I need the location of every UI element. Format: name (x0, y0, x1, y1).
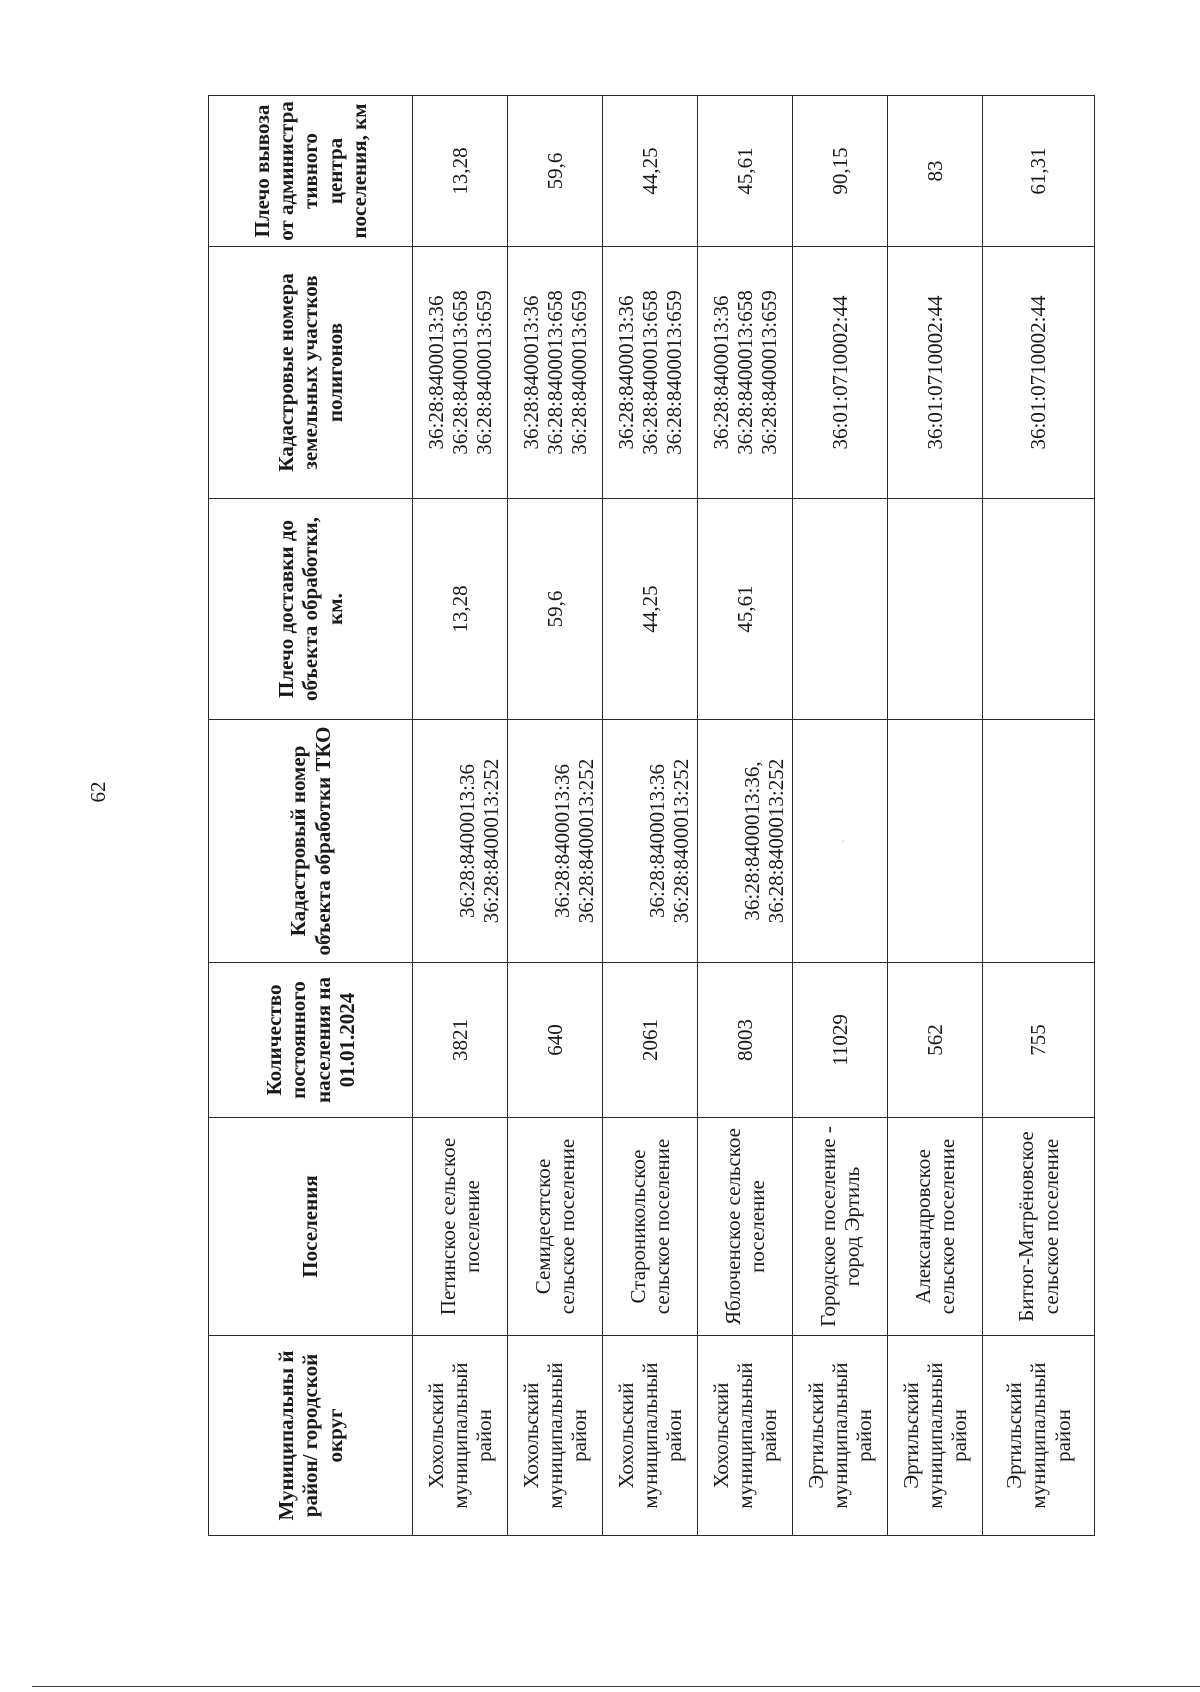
cell-delivery-km: 13,28 (413, 499, 508, 720)
cad-number: 36:28:8400013:252 (573, 758, 598, 924)
cad-number: 36:28:8400013:658 (447, 290, 472, 455)
header-cad-landfill: Кадастровые номера земельных участков полигонов (209, 247, 413, 499)
cell-removal-km: 44,25 (603, 96, 698, 247)
cell-cad-processing (793, 720, 888, 963)
cad-number: 36:28:8400013:36 (644, 764, 669, 919)
cad-number: 36:01:0710002:44 (827, 295, 852, 450)
cell-population: 755 (983, 963, 1095, 1118)
cell-district: Хохольский муниципальный район (698, 1336, 793, 1536)
cad-number: 36:28:8400013:36, (739, 761, 764, 921)
header-settlement: Поселения (209, 1118, 413, 1336)
cell-cad-landfill (603, 247, 698, 499)
cell-removal-km: 90,15 (793, 96, 888, 247)
cell-delivery-km (793, 499, 888, 720)
cell-district: Эртильский муниципальный район (793, 1336, 888, 1536)
cell-removal-km: 83 (888, 96, 983, 247)
cad-number: 36:28:8400013:658 (637, 290, 662, 455)
cell-population: 562 (888, 963, 983, 1118)
cad-number: 36:28:8400013:36 (423, 295, 448, 450)
cell-cad-processing (603, 720, 698, 963)
cad-number: 36:28:8400013:252 (478, 758, 503, 924)
cell-delivery-km (888, 499, 983, 720)
cell-district: Хохольский муниципальный район (603, 1336, 698, 1536)
cad-number: 36:28:8400013:252 (668, 758, 693, 924)
cell-district: Хохольский муниципальный район (413, 1336, 508, 1536)
cell-population: 8003 (698, 963, 793, 1118)
header-cad-processing: Кадастровый номер объекта обработки ТКО (209, 720, 413, 963)
cell-delivery-km: 59,6 (508, 499, 603, 720)
cell-settlement: Яблоченское сельское поселение (698, 1118, 793, 1336)
cad-number: 36:28:8400013:659 (567, 290, 592, 455)
table-row (698, 96, 793, 1536)
cell-cad-processing (888, 720, 983, 963)
cad-number: 36:28:8400013:659 (757, 290, 782, 455)
cell-cad-processing (508, 720, 603, 963)
cell-delivery-km: 44,25 (603, 499, 698, 720)
cell-population: 640 (508, 963, 603, 1118)
cell-cad-processing (698, 720, 793, 963)
cell-cad-processing (413, 720, 508, 963)
cell-delivery-km (983, 499, 1095, 720)
cell-settlement: Староникольское сельское поселение (603, 1118, 698, 1336)
cell-cad-landfill (698, 247, 793, 499)
cell-settlement: Битюг-Матрёновское сельское поселение (983, 1118, 1095, 1336)
bottom-rule (32, 1686, 1200, 1687)
cell-settlement: Семидесятское сельское поселение (508, 1118, 603, 1336)
cell-population: 2061 (603, 963, 698, 1118)
cad-number: 36:28:8400013:36 (454, 764, 479, 919)
cad-number: 36:28:8400013:36 (518, 295, 543, 450)
cell-cad-processing (983, 720, 1095, 963)
table-row (983, 96, 1095, 1536)
scan-mark: · (835, 839, 850, 843)
cad-number: 36:28:8400013:36 (613, 295, 638, 450)
cad-number: 36:28:8400013:659 (662, 290, 687, 455)
cad-number: 36:01:0710002:44 (922, 295, 947, 450)
cad-number: 36:28:8400013:658 (732, 290, 757, 455)
cad-number: 36:28:8400013:659 (472, 290, 497, 455)
cell-delivery-km: 45,61 (698, 499, 793, 720)
cell-cad-landfill (508, 247, 603, 499)
cell-settlement: Александровское сельское поселение (888, 1118, 983, 1336)
cell-district: Хохольский муниципальный район (508, 1336, 603, 1536)
cell-cad-landfill (413, 247, 508, 499)
cad-number: 36:28:8400013:36 (708, 295, 733, 450)
page-number: 62 (86, 781, 110, 803)
table-row (603, 96, 698, 1536)
table-row (793, 96, 888, 1536)
rotated-table-container (208, 96, 1094, 1536)
cad-number: 36:28:8400013:252 (763, 758, 788, 924)
cad-number: 36:28:8400013:36 (549, 764, 574, 919)
header-population: Количество постоянного населения на 01.01.2024 (209, 963, 413, 1118)
settlements-table (208, 95, 1095, 1536)
cell-population: 3821 (413, 963, 508, 1118)
table-row (508, 96, 603, 1536)
cell-removal-km: 61,31 (983, 96, 1095, 247)
cell-district: Эртильский муниципальный район (888, 1336, 983, 1536)
cell-settlement: Петинское сельское поселение (413, 1118, 508, 1336)
cell-settlement: Городское поселение - город Эртиль (793, 1118, 888, 1336)
cell-cad-landfill (793, 247, 888, 499)
cell-district: Эртильский муниципальный район (983, 1336, 1095, 1536)
table-header-row (209, 96, 413, 1536)
cell-removal-km: 45,61 (698, 96, 793, 247)
cad-number: 36:28:8400013:658 (542, 290, 567, 455)
cell-population: 11029 (793, 963, 888, 1118)
header-district: Муниципальны й район/ городской округ (209, 1336, 413, 1536)
header-removal-km: Плечо вывоза от администра тивного центра поселения, км (209, 96, 413, 247)
cell-removal-km: 59,6 (508, 96, 603, 247)
table-row (888, 96, 983, 1536)
cell-removal-km: 13,28 (413, 96, 508, 247)
table-row (413, 96, 508, 1536)
header-delivery-km: Плечо доставки до объекта обработки, км. (209, 499, 413, 720)
cad-number: 36:01:0710002:44 (1026, 295, 1051, 450)
cell-cad-landfill (888, 247, 983, 499)
cell-cad-landfill (983, 247, 1095, 499)
